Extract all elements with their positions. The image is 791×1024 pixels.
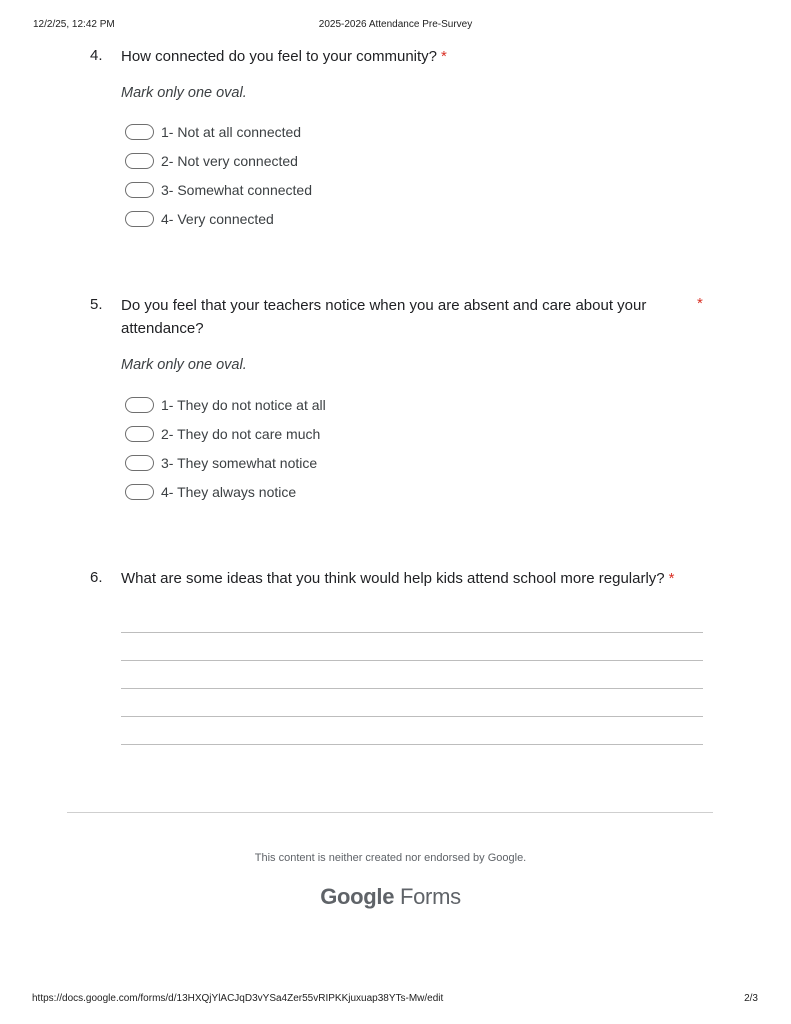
radio-oval-icon[interactable]	[125, 182, 154, 198]
option-label: 4- Very connected	[161, 211, 274, 227]
radio-oval-icon[interactable]	[125, 397, 154, 413]
google-disclaimer: This content is neither created nor endorsed by Google.	[254, 852, 527, 864]
option-label: 3- They somewhat notice	[161, 455, 318, 471]
radio-oval-icon[interactable]	[125, 124, 154, 140]
question-text	[121, 45, 447, 68]
question-number: 5.	[90, 296, 103, 313]
logo-google-text: Google	[320, 884, 395, 909]
radio-oval-icon[interactable]	[125, 455, 154, 471]
question-text	[121, 567, 674, 590]
option-label: 2- They do not care much	[161, 426, 321, 442]
radio-oval-icon[interactable]	[125, 426, 154, 442]
option-label: 1- Not at all connected	[161, 124, 302, 140]
question-instruction: Mark only one oval.	[121, 85, 247, 101]
question-text-line-1: Do you feel that your teachers notice when you are absent and care about your	[121, 297, 647, 314]
radio-oval-icon[interactable]	[125, 211, 154, 227]
answer-line[interactable]	[121, 660, 703, 661]
answer-line[interactable]	[121, 632, 703, 633]
question-instruction: Mark only one oval.	[121, 357, 247, 373]
answer-line[interactable]	[121, 716, 703, 717]
option-label: 1- They do not notice at all	[161, 397, 326, 413]
question-label: What are some ideas that you think would help kids attend school more regularly?	[121, 570, 665, 587]
question-label: How connected do you feel to your community?	[121, 48, 438, 65]
option-label: 3- Somewhat connected	[161, 182, 312, 198]
answer-line[interactable]	[121, 688, 703, 689]
radio-option[interactable]	[125, 180, 312, 200]
question-text-line-2: attendance?	[121, 320, 204, 337]
print-url: https://docs.google.com/forms/d/13HXQjYlACJqD3vYSa4Zer55vRIPKKjuxuap38YTs-Mw/edit	[32, 993, 444, 1004]
print-datetime: 12/2/25, 12:42 PM	[33, 19, 115, 30]
google-forms-logo	[0, 884, 781, 910]
question-number: 6.	[90, 569, 103, 586]
logo-forms-text: Forms	[399, 884, 461, 909]
radio-oval-icon[interactable]	[125, 153, 154, 169]
print-title: 2025-2026 Attendance Pre-Survey	[318, 19, 473, 30]
section-divider	[67, 812, 713, 813]
required-asterisk: *	[441, 48, 447, 65]
radio-oval-icon[interactable]	[125, 484, 154, 500]
required-asterisk: *	[668, 570, 675, 587]
question-number: 4.	[90, 47, 103, 64]
required-asterisk: *	[697, 295, 703, 312]
option-label: 4- They always notice	[161, 484, 297, 500]
answer-line[interactable]	[121, 744, 703, 745]
radio-option[interactable]	[125, 395, 326, 415]
radio-option[interactable]	[125, 482, 296, 502]
radio-option[interactable]	[125, 209, 274, 229]
radio-option[interactable]	[125, 122, 301, 142]
print-page-number: 2/3	[744, 993, 758, 1004]
radio-option[interactable]	[125, 151, 298, 171]
radio-option[interactable]	[125, 424, 320, 444]
radio-option[interactable]	[125, 453, 317, 473]
option-label: 2- Not very connected	[161, 153, 298, 169]
